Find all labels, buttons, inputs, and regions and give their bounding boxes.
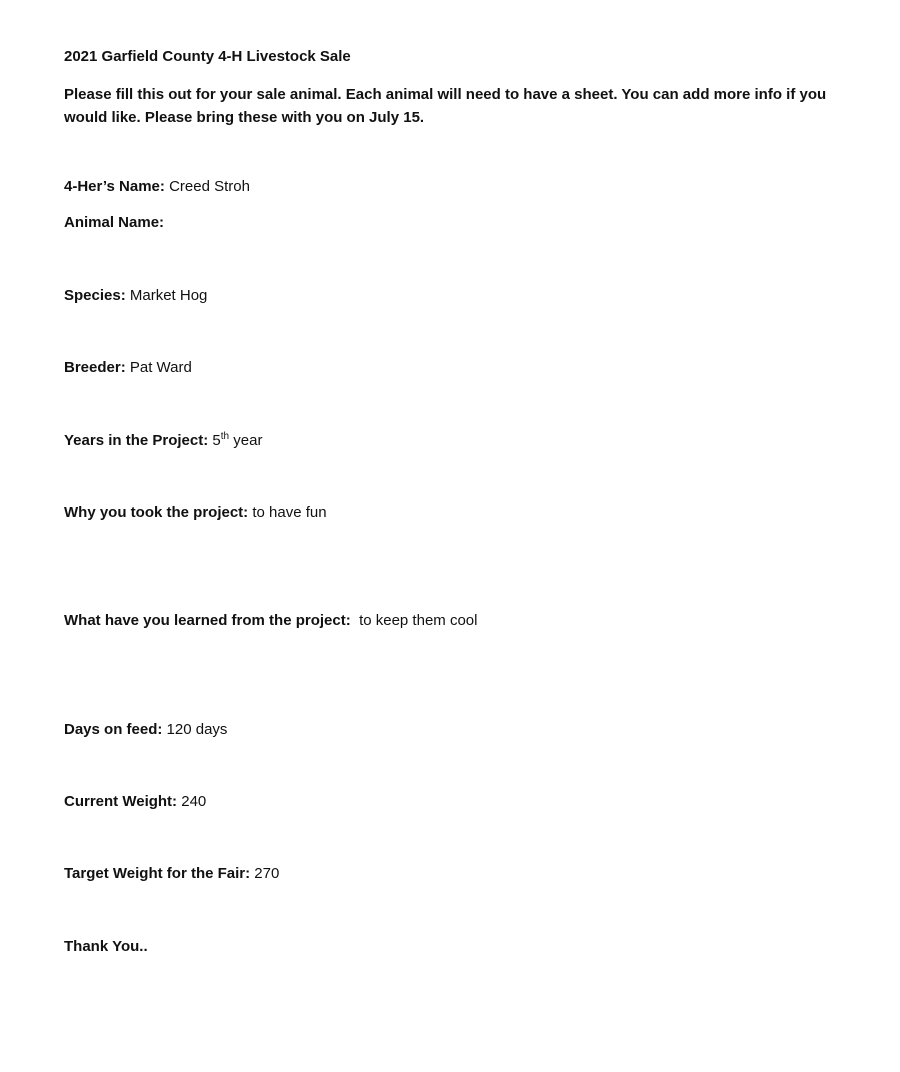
field-value: 240 <box>181 793 207 810</box>
field-label: Years in the Project: <box>64 432 209 449</box>
field-value: 270 <box>254 865 280 882</box>
field-label: Animal Name: <box>64 214 165 231</box>
field-target-weight <box>64 865 279 882</box>
field-value: to have fun <box>252 504 327 521</box>
instructions-text: Please fill this out for your sale animal. Each animal will need to have a sheet. You can add more info if you would like. Please bring these with you on July 15. <box>64 86 827 126</box>
field-value: Market Hog <box>129 287 208 304</box>
field-animal-name <box>64 214 164 231</box>
field-value: Pat Ward <box>129 359 192 376</box>
years-ordinal-suffix: th <box>220 431 230 442</box>
field-value <box>212 432 262 449</box>
field-years-in-project <box>64 431 262 449</box>
field-breeder <box>64 359 192 376</box>
field-label: Target Weight for the Fair: <box>64 865 251 882</box>
field-days-on-feed <box>64 721 227 738</box>
field-label: What have you learned from the project: <box>64 612 351 629</box>
field-why-took-project <box>64 504 327 521</box>
field-label: Why you took the project: <box>64 504 249 521</box>
field-label: Species: <box>64 287 126 304</box>
field-value: to keep them cool <box>359 612 478 629</box>
field-current-weight <box>64 793 206 810</box>
field-value: 120 days <box>166 721 228 738</box>
field-value: Creed Stroh <box>169 178 250 195</box>
document-title: 2021 Garfield County 4-H Livestock Sale <box>64 48 351 65</box>
field-label: 4-Her’s Name: <box>64 178 165 195</box>
years-rest: year <box>229 432 263 449</box>
field-species <box>64 287 207 304</box>
field-label: Current Weight: <box>64 793 178 810</box>
field-4her-name <box>64 178 250 195</box>
field-what-learned <box>64 612 477 629</box>
closing-text: Thank You.. <box>64 938 148 955</box>
years-number: 5 <box>212 432 221 449</box>
field-label: Days on feed: <box>64 721 163 738</box>
field-label: Breeder: <box>64 359 126 376</box>
